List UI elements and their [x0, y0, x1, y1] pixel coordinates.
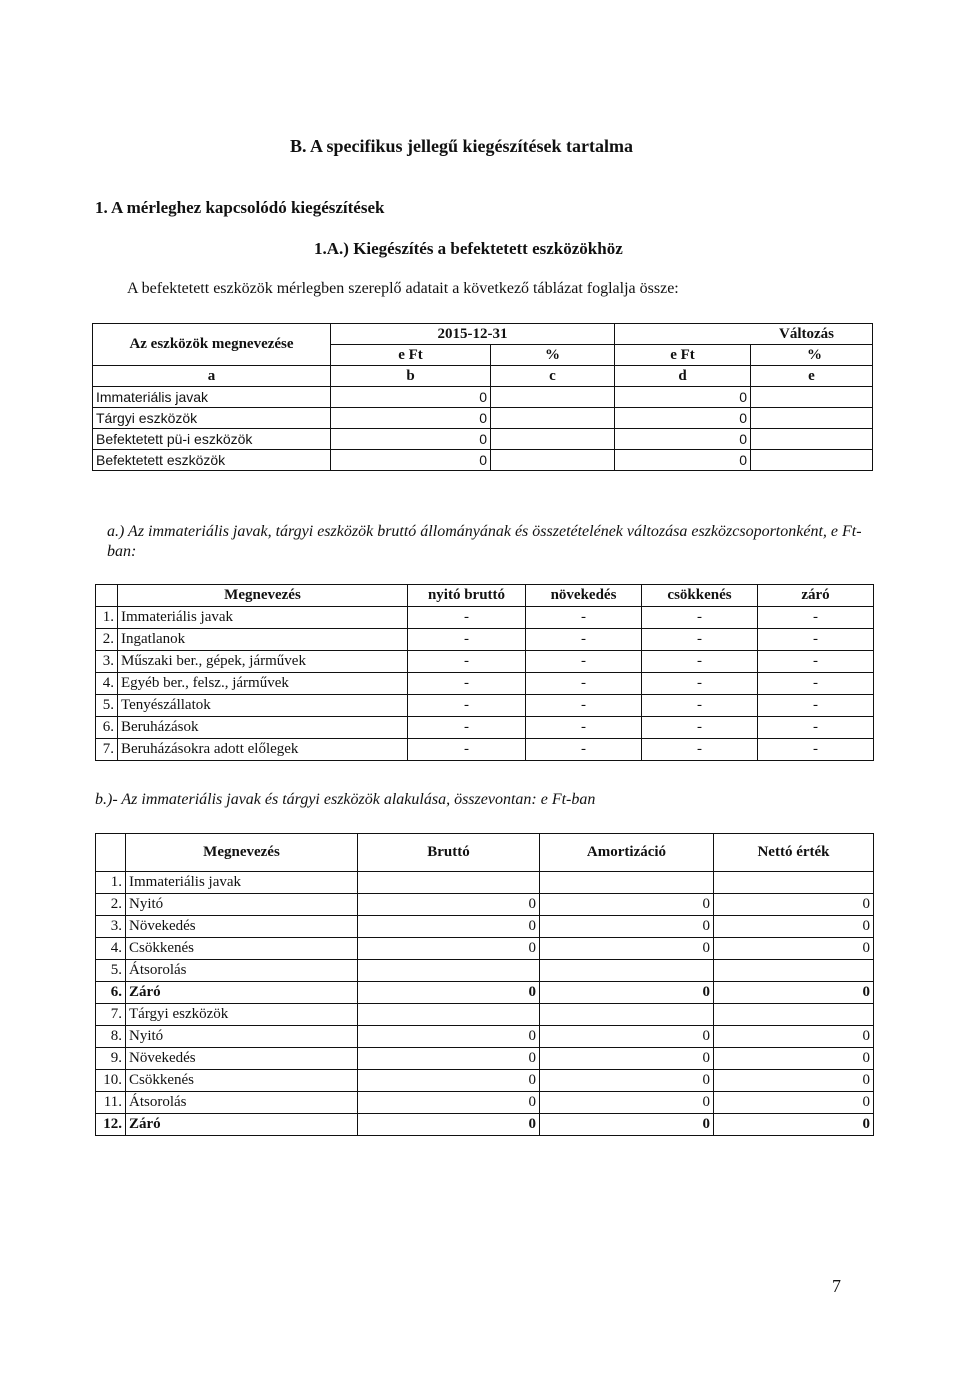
row-value: 0 [540, 1070, 714, 1092]
page-number: 7 [832, 1276, 841, 1296]
row-value: - [408, 651, 526, 673]
header-date: 2015-12-31 [331, 324, 615, 345]
section-heading: 1. A mérleghez kapcsolódó kiegészítések [95, 198, 385, 217]
row-number: 6. [96, 982, 126, 1004]
column-header: csökkenés [642, 585, 758, 607]
table-row [93, 387, 873, 408]
table-row [96, 1070, 874, 1092]
row-name: Csökkenés [126, 1070, 358, 1092]
row-value: 0 [540, 916, 714, 938]
row-value: 0 [358, 916, 540, 938]
row-value [358, 872, 540, 894]
row-number: 2. [96, 629, 118, 651]
row-number: 1. [96, 872, 126, 894]
row-name: Átsorolás [126, 1092, 358, 1114]
table-row [96, 629, 874, 651]
column-header: növekedés [526, 585, 642, 607]
row-value: - [642, 629, 758, 651]
row-value: - [526, 673, 642, 695]
value-c [491, 450, 615, 471]
row-number: 1. [96, 607, 118, 629]
row-name: Beruházásokra adott előlegek [118, 739, 408, 761]
row-name: Növekedés [126, 1048, 358, 1070]
row-value [540, 1004, 714, 1026]
row-number: 6. [96, 717, 118, 739]
row-name: Ingatlanok [118, 629, 408, 651]
row-value: 0 [540, 938, 714, 960]
table-row [93, 450, 873, 471]
header-asset-name: Az eszközök megnevezése [93, 324, 331, 366]
row-value: 0 [540, 982, 714, 1004]
row-number: 10. [96, 1070, 126, 1092]
row-value [358, 1004, 540, 1026]
row-name: Záró [126, 1114, 358, 1136]
row-name: Tárgyi eszközök [126, 1004, 358, 1026]
row-value: - [758, 651, 874, 673]
row-value: 0 [358, 1092, 540, 1114]
row-number: 4. [96, 938, 126, 960]
row-value: 0 [540, 1114, 714, 1136]
row-name: Immateriális javak [126, 872, 358, 894]
row-name: Egyéb ber., felsz., járművek [118, 673, 408, 695]
column-header: Megnevezés [126, 834, 358, 872]
subheader-pct-2: % [751, 345, 873, 366]
consolidated-assets-table [95, 833, 874, 1136]
row-number: 8. [96, 1026, 126, 1048]
row-number: 3. [96, 916, 126, 938]
value-c [491, 429, 615, 450]
row-value: 0 [540, 1026, 714, 1048]
row-value: 0 [358, 1114, 540, 1136]
table-row [96, 1026, 874, 1048]
row-number: 3. [96, 651, 118, 673]
value-d: 0 [615, 408, 751, 429]
row-value: 0 [714, 894, 874, 916]
column-header: Megnevezés [118, 585, 408, 607]
row-number: 11. [96, 1092, 126, 1114]
value-e [751, 429, 873, 450]
table-row [93, 429, 873, 450]
header-change: Változás [615, 324, 873, 345]
value-e [751, 450, 873, 471]
row-value: - [408, 629, 526, 651]
row-value [714, 960, 874, 982]
value-d: 0 [615, 450, 751, 471]
value-e [751, 387, 873, 408]
caption-a: a.) Az immateriális javak, tárgyi eszközök bruttó állományának és összetételének változása eszközcsoportonként, e Ft-ban: [107, 523, 862, 560]
row-value: 0 [714, 1092, 874, 1114]
table-row [96, 960, 874, 982]
value-d: 0 [615, 387, 751, 408]
row-value: 0 [358, 938, 540, 960]
fixed-assets-summary-table [92, 323, 873, 471]
column-header: Amortizáció [540, 834, 714, 872]
header-number-blank [96, 834, 126, 872]
row-number: 5. [96, 960, 126, 982]
column-letter: d [615, 366, 751, 387]
table-row [96, 673, 874, 695]
asset-name: Tárgyi eszközök [93, 408, 331, 429]
column-header: záró [758, 585, 874, 607]
row-value [540, 960, 714, 982]
table-row [96, 1048, 874, 1070]
row-value: - [642, 673, 758, 695]
table-row [96, 916, 874, 938]
row-value: - [408, 673, 526, 695]
row-value: 0 [714, 1048, 874, 1070]
row-name: Növekedés [126, 916, 358, 938]
table-row [96, 739, 874, 761]
row-value: 0 [540, 1092, 714, 1114]
row-name: Műszaki ber., gépek, járművek [118, 651, 408, 673]
main-heading: B. A specifikus jellegű kiegészítések tartalma [290, 136, 633, 156]
table-row [96, 695, 874, 717]
row-name: Záró [126, 982, 358, 1004]
row-value: 0 [540, 1048, 714, 1070]
row-value: 0 [540, 894, 714, 916]
row-value: 0 [358, 894, 540, 916]
row-number: 7. [96, 739, 118, 761]
row-value: - [758, 695, 874, 717]
value-c [491, 408, 615, 429]
row-value: - [526, 695, 642, 717]
value-c [491, 387, 615, 408]
row-value [540, 872, 714, 894]
row-value [358, 960, 540, 982]
asset-name: Befektetett eszközök [93, 450, 331, 471]
row-value: - [408, 607, 526, 629]
row-value: 0 [714, 938, 874, 960]
table-row [96, 938, 874, 960]
table-row [96, 717, 874, 739]
subheader-eft-2: e Ft [615, 345, 751, 366]
column-letter: a [93, 366, 331, 387]
row-value: - [408, 739, 526, 761]
row-value: - [642, 695, 758, 717]
row-value: 0 [714, 1026, 874, 1048]
asset-name: Befektetett pü-i eszközök [93, 429, 331, 450]
table-row [96, 872, 874, 894]
value-d: 0 [615, 429, 751, 450]
subheader-pct-1: % [491, 345, 615, 366]
row-value: - [526, 607, 642, 629]
row-number: 4. [96, 673, 118, 695]
subheader-eft-1: e Ft [331, 345, 491, 366]
subsection-heading: 1.A.) Kiegészítés a befektetett eszközökhöz [314, 239, 623, 258]
value-e [751, 408, 873, 429]
column-letter: c [491, 366, 615, 387]
column-header: Nettó érték [714, 834, 874, 872]
table-row [96, 894, 874, 916]
row-number: 9. [96, 1048, 126, 1070]
table-row [96, 607, 874, 629]
table-row [96, 982, 874, 1004]
row-value: - [642, 739, 758, 761]
row-value: - [758, 673, 874, 695]
row-value: - [758, 717, 874, 739]
table-row [96, 1114, 874, 1136]
row-value: - [526, 739, 642, 761]
value-b: 0 [331, 387, 491, 408]
column-letter: e [751, 366, 873, 387]
table-row [96, 1004, 874, 1026]
table-row [93, 408, 873, 429]
value-b: 0 [331, 429, 491, 450]
row-value: - [526, 651, 642, 673]
row-number: 12. [96, 1114, 126, 1136]
value-b: 0 [331, 408, 491, 429]
column-header: Bruttó [358, 834, 540, 872]
caption-b: b.)- Az immateriális javak és tárgyi eszközök alakulása, összevontan: e Ft-ban [95, 791, 596, 808]
row-value: 0 [714, 982, 874, 1004]
row-value: - [642, 607, 758, 629]
asset-name: Immateriális javak [93, 387, 331, 408]
intro-text: A befektetett eszközök mérlegben szereplő adatait a következő táblázat foglalja össze: [127, 280, 679, 297]
row-value: 0 [714, 1114, 874, 1136]
row-name: Immateriális javak [118, 607, 408, 629]
row-value [714, 872, 874, 894]
row-value: 0 [358, 982, 540, 1004]
row-value: - [758, 607, 874, 629]
table-row [96, 1092, 874, 1114]
row-value: - [526, 629, 642, 651]
row-name: Csökkenés [126, 938, 358, 960]
value-b: 0 [331, 450, 491, 471]
row-number: 2. [96, 894, 126, 916]
header-number-blank [96, 585, 118, 607]
row-value: 0 [714, 916, 874, 938]
row-value [714, 1004, 874, 1026]
row-name: Tenyészállatok [118, 695, 408, 717]
row-value: - [758, 739, 874, 761]
row-name: Nyitó [126, 1026, 358, 1048]
row-value: - [408, 695, 526, 717]
row-value: - [642, 717, 758, 739]
row-value: 0 [358, 1048, 540, 1070]
gross-assets-change-table [95, 584, 874, 761]
row-name: Beruházások [118, 717, 408, 739]
column-header: nyitó bruttó [408, 585, 526, 607]
column-letter: b [331, 366, 491, 387]
table-row [96, 651, 874, 673]
row-value: 0 [358, 1070, 540, 1092]
row-value: - [408, 717, 526, 739]
row-value: 0 [714, 1070, 874, 1092]
row-value: 0 [358, 1026, 540, 1048]
row-value: - [642, 651, 758, 673]
row-number: 5. [96, 695, 118, 717]
row-value: - [758, 629, 874, 651]
row-name: Átsorolás [126, 960, 358, 982]
row-name: Nyitó [126, 894, 358, 916]
row-value: - [526, 717, 642, 739]
row-number: 7. [96, 1004, 126, 1026]
